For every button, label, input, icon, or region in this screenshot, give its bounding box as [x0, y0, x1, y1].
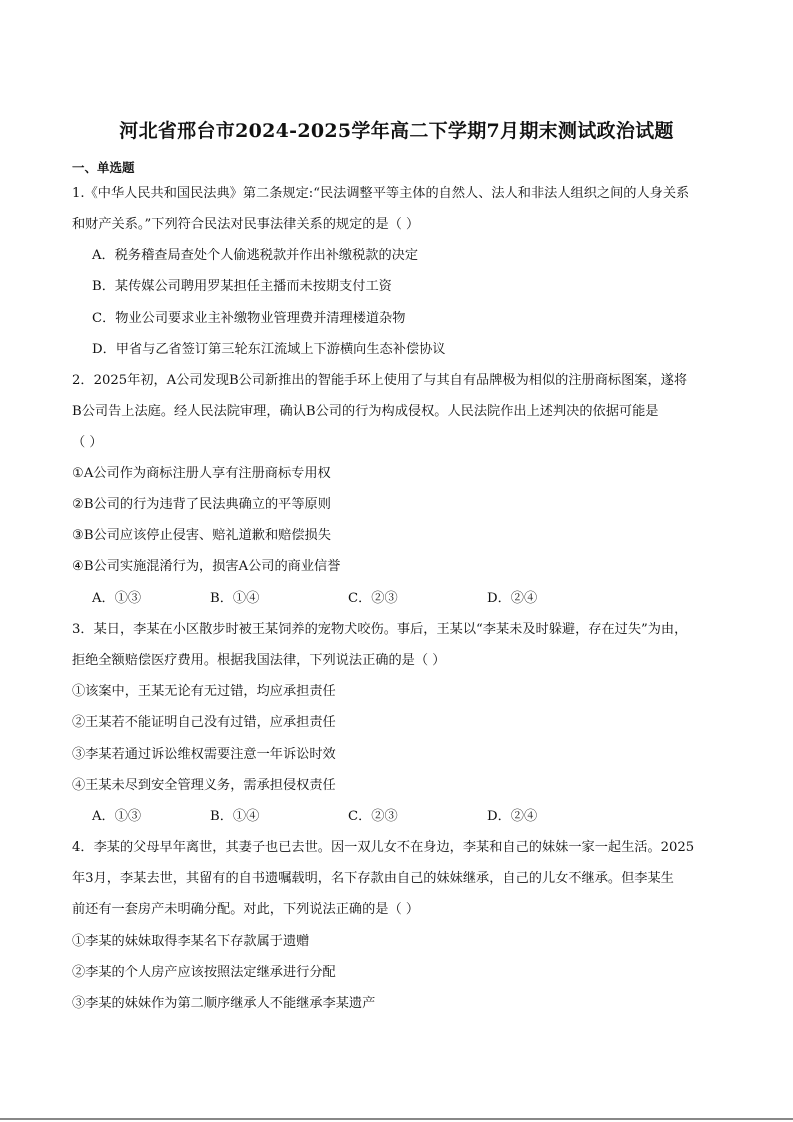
question-2-answer-b: B．①④: [210, 591, 260, 606]
question-4-text-cont: 年3月，李某去世，其留有的自书遗嘱载明，名下存款由自己的妹妹继承，自己的儿女不继承。但李某生: [72, 871, 674, 886]
question-3-text-cont: 拒绝全额赔偿医疗费用。根据我国法律，下列说法正确的是（ ）: [72, 653, 446, 668]
question-2-item-4: ④B公司实施混淆行为，损害A公司的商业信誉: [72, 559, 341, 574]
question-1-text-cont: 和财产关系。”下列符合民法对民事法律关系的规定的是（ ）: [72, 217, 420, 232]
question-4-item-2: ②李某的个人房产应该按照法定继承进行分配: [72, 965, 336, 980]
question-2-answer-a: A．①③: [92, 591, 142, 606]
question-3-answer-b: B．①④: [210, 809, 260, 824]
question-2-text: 2．2025年初，A公司发现B公司新推出的智能手环上使用了与其自有品牌极为相似的注册商标图案，遂将: [72, 373, 688, 388]
question-1-text: 1.《中华人民共和国民法典》第二条规定:“民法调整平等主体的自然人、法人和非法人组织之间的人身关系: [72, 186, 690, 201]
section-heading: 一、单选题: [72, 160, 135, 175]
question-4-text-cont-2: 前还有一套房产未明确分配。对此，下列说法正确的是（ ）: [72, 902, 420, 917]
question-4-item-3: ③李某的妹妹作为第二顺序继承人不能继承李某遗产: [72, 996, 376, 1011]
question-4-text: 4．李某的父母早年离世，其妻子也已去世。因一双儿女不在身边，李某和自己的妹妹一家一起生活。2025: [72, 840, 695, 855]
question-1-option-a: A．税务稽查局查处个人偷逃税款并作出补缴税款的决定: [92, 248, 419, 263]
question-3-item-3: ③李某若通过诉讼维权需要注意一年诉讼时效: [72, 747, 336, 762]
question-3-answer-d: D．②④: [487, 809, 538, 824]
question-2-text-cont: B公司告上法庭。经人民法院审理，确认B公司的行为构成侵权。人民法院作出上述判决的依据可能是: [72, 404, 659, 419]
question-2-answer-d: D．②④: [487, 591, 538, 606]
question-2-item-3: ③B公司应该停止侵害、赔礼道歉和赔偿损失: [72, 528, 331, 543]
question-3-answer-a: A．①③: [92, 809, 142, 824]
question-3-item-2: ②王某若不能证明自己没有过错，应承担责任: [72, 715, 336, 730]
question-2-bracket: （ ）: [72, 435, 103, 450]
question-2-answer-c: C．②③: [348, 591, 398, 606]
question-2-item-1: ①A公司作为商标注册人享有注册商标专用权: [72, 466, 331, 481]
page-bottom-divider: [0, 1118, 793, 1120]
question-3-item-1: ①该案中，王某无论有无过错，均应承担责任: [72, 684, 336, 699]
question-1-option-d: D．甲省与乙省签订第三轮东江流域上下游横向生态补偿协议: [92, 342, 446, 357]
question-3-text: 3．某日，李某在小区散步时被王某饲养的宠物犬咬伤。事后，王某以“李某未及时躲避，存在过失”为由，: [72, 622, 688, 637]
question-3-item-4: ④王某未尽到安全管理义务，需承担侵权责任: [72, 778, 336, 793]
question-4-item-1: ①李某的妹妹取得李某名下存款属于遗赠: [72, 934, 310, 949]
page-title: 河北省邢台市2024-2025学年高二下学期7月期末测试政治试题: [119, 120, 674, 142]
question-1-option-c: C．物业公司要求业主补缴物业管理费并清理楼道杂物: [92, 311, 406, 326]
question-3-answer-c: C．②③: [348, 809, 398, 824]
question-2-item-2: ②B公司的行为违背了民法典确立的平等原则: [72, 497, 331, 512]
question-1-option-b: B．某传媒公司聘用罗某担任主播而未按期支付工资: [92, 279, 392, 294]
